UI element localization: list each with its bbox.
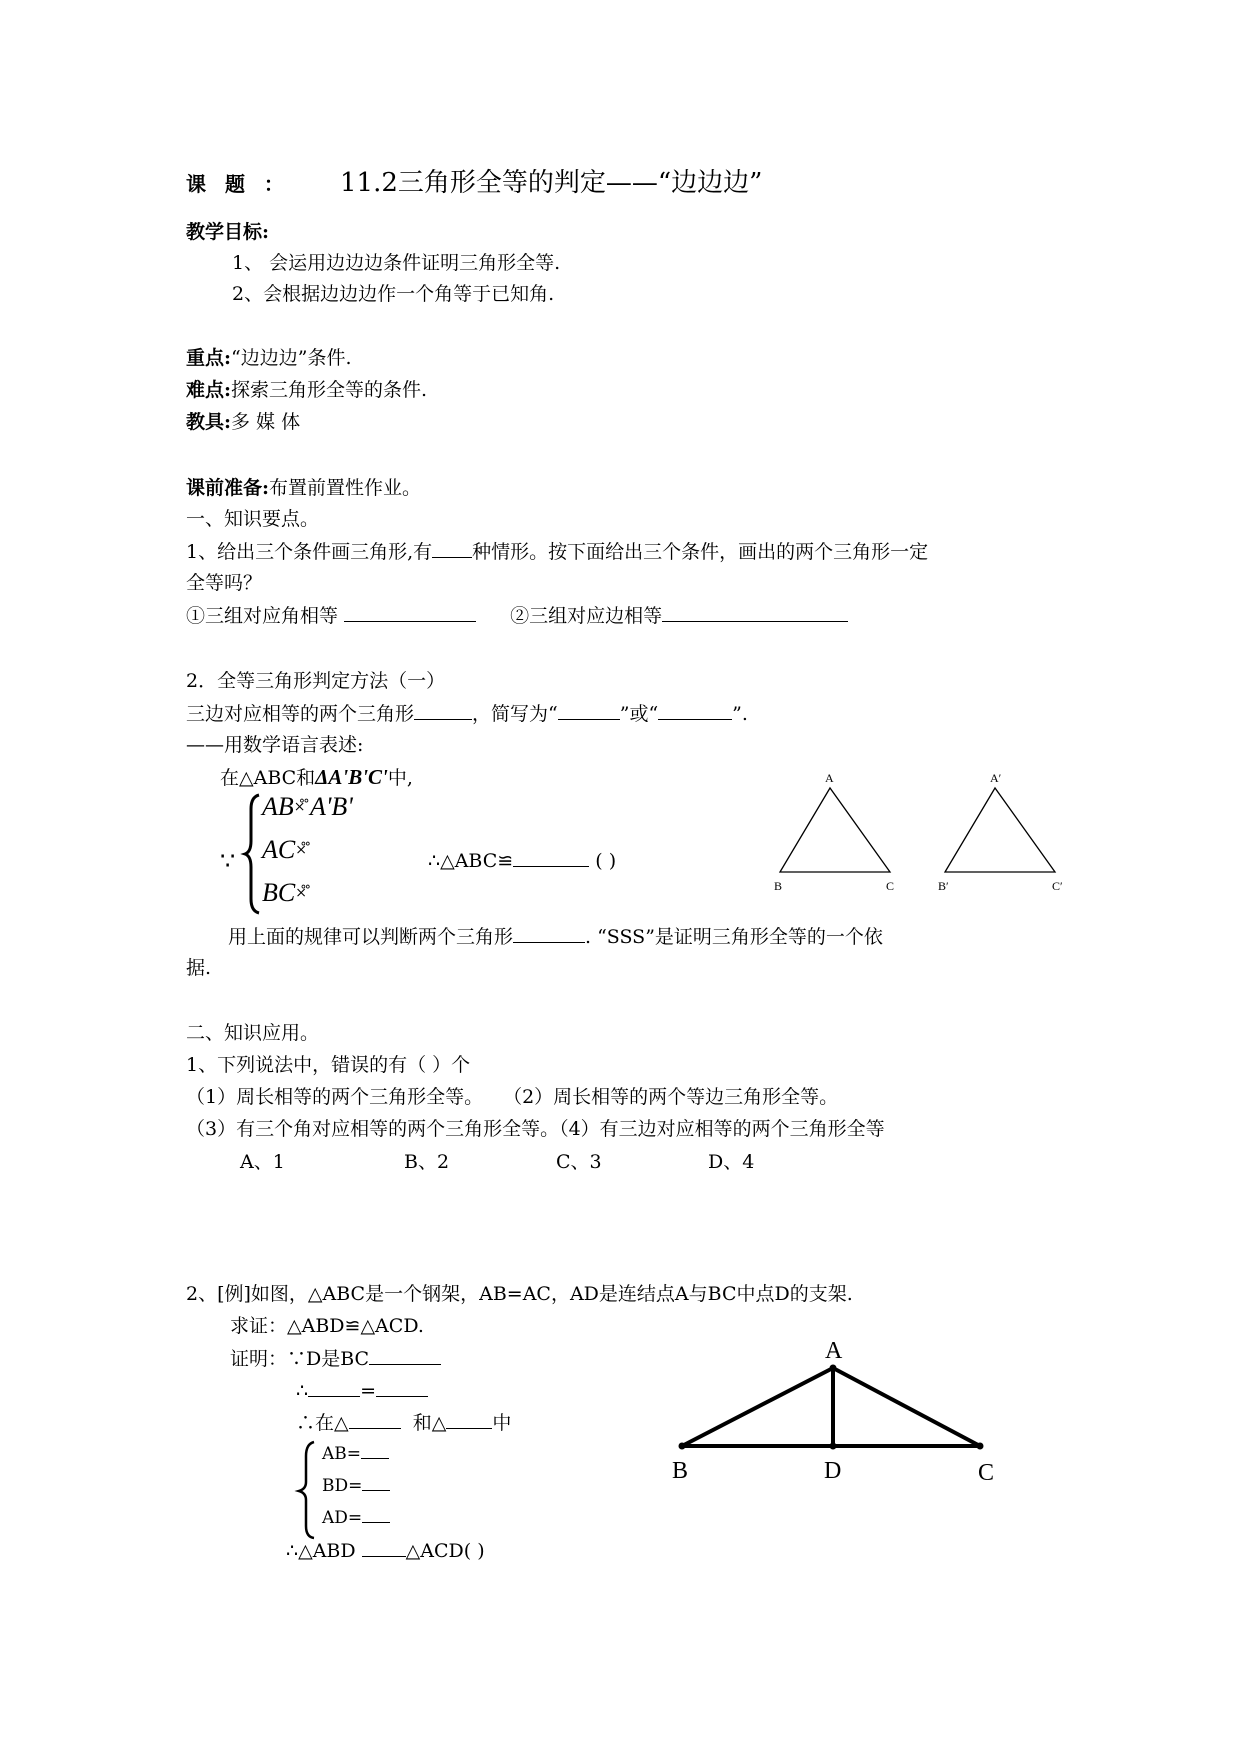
point-a	[830, 1365, 837, 1372]
step3-c: 中	[492, 1412, 512, 1434]
prep-label: 课前准备:	[186, 477, 270, 499]
blank-bd[interactable]	[362, 1474, 390, 1491]
left-brace	[244, 793, 264, 915]
use-rule-a: 用上面的规律可以判断两个三角形	[228, 926, 514, 948]
row2-ac: AC	[262, 835, 296, 864]
focus-line	[186, 346, 351, 370]
math-language-line: ——用数学语言表述:	[186, 734, 364, 756]
blank-step2-right[interactable]	[376, 1378, 428, 1397]
option-a: A、1	[240, 1151, 285, 1173]
prep-line	[186, 476, 421, 500]
fig2-label-d: D	[824, 1458, 842, 1484]
example-question: 2、[例]如图，△ABC是一个钢架，AB=AC，AD是连结点A与BC中点D的支架.	[186, 1283, 853, 1305]
in-triangles-line	[220, 765, 413, 790]
therefore-reason: ( )	[595, 850, 617, 872]
in-triangles-a: 在△ABC和	[220, 767, 316, 789]
blank-count[interactable]	[432, 539, 472, 558]
proof-line-2	[296, 1378, 428, 1403]
row1-a-prime-b-prime: A'B'	[309, 792, 353, 821]
row3-bc: BC	[262, 878, 296, 907]
prep-q1-c: 全等吗？	[186, 572, 263, 594]
example-prove: 求证：△ABD≌△ACD.	[230, 1315, 424, 1337]
proof-conclusion	[286, 1538, 485, 1563]
prep-q1-options	[186, 603, 848, 628]
blank-abbrev-1[interactable]	[558, 701, 620, 720]
segment-ab	[682, 1368, 833, 1446]
fig1-label-b-prime: B′	[938, 879, 949, 893]
prep-q1-a: 1、给出三个条件画三角形,有	[186, 541, 433, 563]
fig1-label-b: B	[774, 879, 783, 893]
proof-row-ad	[322, 1506, 390, 1530]
app-statements-3-4	[186, 1117, 885, 1141]
title-label: 课 题 ：	[186, 172, 290, 196]
therefore-line	[428, 848, 616, 873]
step3-b: 和△	[412, 1412, 447, 1434]
proof-row-bd	[322, 1474, 390, 1498]
app-q1: 1、下列说法中，错误的有（ ）个	[186, 1054, 471, 1076]
tools-text: 多 媒 体	[231, 411, 301, 433]
proof-a: 证明：∵D是BC	[230, 1348, 370, 1370]
step3-a: ∴在△	[296, 1412, 349, 1434]
blank-sides[interactable]	[662, 603, 848, 622]
prep-text: 布置前置性作业。	[269, 477, 422, 499]
blank-abbrev-2[interactable]	[658, 701, 732, 720]
r1-label: AB=	[322, 1444, 362, 1464]
fig2-label-c: C	[978, 1460, 995, 1486]
proof-brace	[296, 1440, 320, 1540]
conclusion-a: ∴△ABD	[286, 1540, 356, 1562]
blank-congruent[interactable]	[513, 848, 589, 867]
point-b	[679, 1443, 686, 1450]
fig1-label-c-prime: C′	[1052, 879, 1063, 893]
figure-1-triangles	[770, 768, 1080, 898]
fig2-label-b: B	[672, 1458, 689, 1484]
objective-item-2: 2、会根据边边边作一个角等于已知角.	[232, 283, 555, 305]
fig2-label-a: A	[825, 1338, 843, 1364]
row3-garble: ×̊ ̊	[295, 885, 312, 901]
triangle-abc-prime: ΔA'B'C'	[315, 765, 388, 789]
therefore-text: ∴△ABC≌	[428, 850, 514, 872]
system-row-3	[262, 878, 312, 907]
blank-midpoint[interactable]	[369, 1346, 441, 1365]
tools-label: 教具:	[186, 411, 232, 433]
focus-text: “边边边”条件.	[231, 347, 352, 369]
method-line	[186, 701, 748, 726]
point-d	[830, 1443, 837, 1450]
app-statements-1-2	[186, 1085, 838, 1109]
blank-triangle-2[interactable]	[446, 1410, 492, 1429]
blank-triangle-1[interactable]	[349, 1410, 401, 1429]
blank-judge[interactable]	[513, 924, 585, 943]
row1-ab: AB	[262, 792, 294, 821]
triangle-abc-prime-shape	[945, 788, 1055, 872]
system-row-1	[262, 792, 353, 821]
objectives-heading: 教学目标:	[186, 221, 270, 243]
method-line-d: ”.	[732, 703, 748, 725]
step2-eq: =	[360, 1380, 377, 1402]
prep-q1-line	[186, 539, 928, 564]
page-title: 11.2三角形全等的判定——“边边边”	[340, 168, 763, 198]
option-sides: ②三组对应边相等	[510, 605, 663, 627]
option-angles: ①三组对应角相等	[186, 605, 339, 627]
r2-label: BD=	[322, 1476, 363, 1496]
figure-2-frame	[660, 1330, 1020, 1490]
difficulty-label: 难点:	[186, 379, 232, 401]
option-d: D、4	[708, 1151, 755, 1173]
blank-ad[interactable]	[362, 1506, 390, 1523]
because-symbol: ∵	[220, 847, 236, 875]
step2-therefore: ∴	[296, 1380, 309, 1402]
fig1-label-c: C	[886, 879, 895, 893]
statement-2: （2）周长相等的两个等边三角形全等。	[503, 1086, 839, 1108]
method-line-b: ，简写为“	[472, 703, 558, 725]
difficulty-text: 探索三角形全等的条件.	[231, 379, 428, 401]
row1-garble: ×̊ ̊	[293, 799, 310, 815]
fig1-label-a: A	[825, 771, 834, 785]
system-row-2	[262, 835, 312, 864]
prep-q1-b: 种情形。按下面给出三个条件，画出的两个三角形一定	[472, 541, 929, 563]
use-rule-c: 据.	[186, 957, 212, 979]
proof-row-ab	[322, 1442, 389, 1466]
triangle-abc	[780, 788, 890, 872]
proof-line-1	[230, 1346, 441, 1371]
in-triangles-b: 中,	[387, 767, 413, 789]
blank-method-result[interactable]	[414, 701, 472, 720]
row2-garble: ×̊ ̊	[295, 842, 312, 858]
blank-ab[interactable]	[361, 1442, 389, 1459]
difficulty-line	[186, 378, 427, 402]
use-rule-b: . “SSS”是证明三角形全等的一个依	[585, 926, 883, 948]
tools-line	[186, 410, 300, 434]
segment-ac	[833, 1368, 980, 1446]
blank-step2-left[interactable]	[308, 1378, 360, 1397]
use-rule-line	[228, 924, 883, 949]
option-c: C、3	[556, 1151, 602, 1173]
method-heading: 2．全等三角形判定方法（一）	[186, 670, 446, 692]
conclusion-b: △ACD( )	[405, 1540, 485, 1562]
option-b: B、2	[404, 1151, 450, 1173]
fig1-label-a-prime: A′	[990, 771, 1002, 785]
statement-3: （3）有三个角对应相等的两个三角形全等。	[186, 1118, 560, 1140]
focus-label: 重点:	[186, 347, 232, 369]
method-line-a: 三边对应相等的两个三角形	[186, 703, 415, 725]
r3-label: AD=	[322, 1508, 363, 1528]
objective-item-1: 1、 会运用边边边条件证明三角形全等.	[232, 252, 561, 274]
statement-4: （4）有三边对应相等的两个三角形全等	[559, 1118, 885, 1140]
point-c	[977, 1443, 984, 1450]
section-1-heading: 一、知识要点。	[186, 508, 320, 530]
blank-congruence-symbol[interactable]	[362, 1538, 406, 1557]
blank-angles[interactable]	[344, 603, 476, 622]
statement-1: （1）周长相等的两个三角形全等。	[186, 1086, 484, 1108]
method-line-c: ”或“	[619, 703, 659, 725]
section-2-heading: 二、知识应用。	[186, 1022, 320, 1044]
proof-line-3	[296, 1410, 511, 1435]
